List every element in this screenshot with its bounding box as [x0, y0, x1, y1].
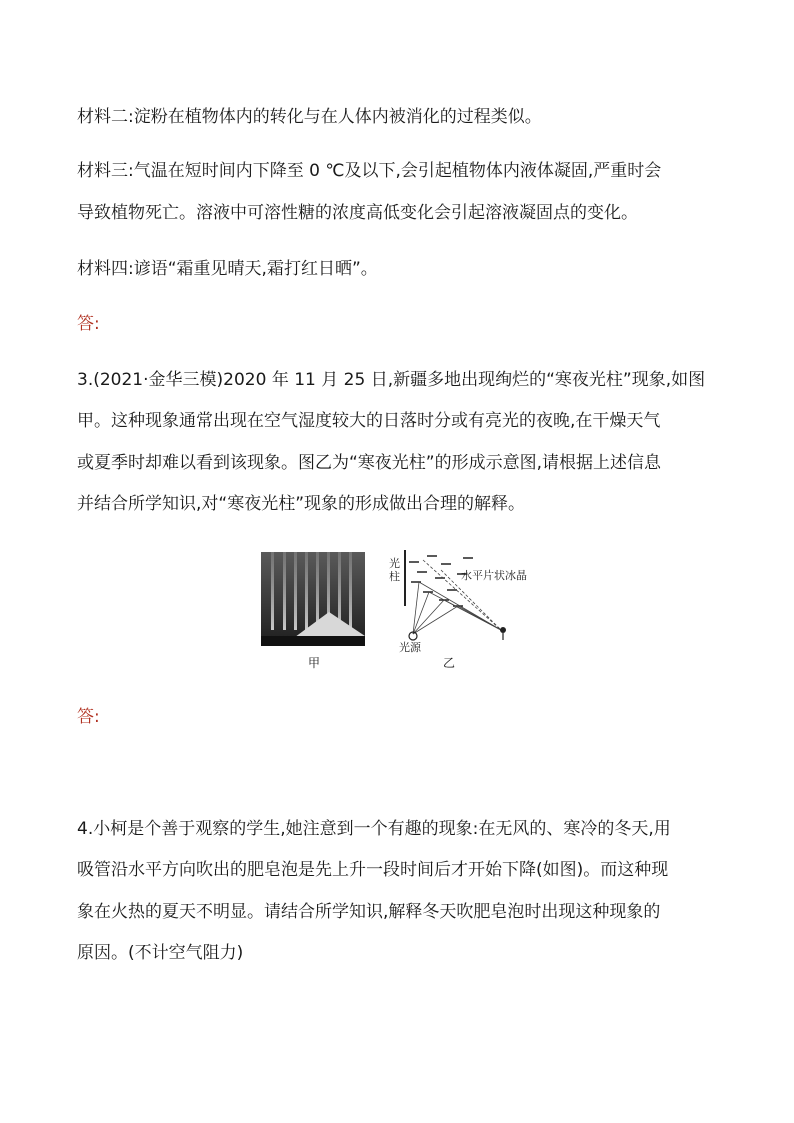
- material-3-line-1: 材料三:气温在短时间内下降至 0 ℃及以下,会引起植物体内液体凝固,严重时会: [77, 161, 662, 181]
- question-4-line-1: 4.小柯是个善于观察的学生,她注意到一个有趣的现象:在无风的、寒冷的冬天,用: [77, 819, 671, 839]
- answer-label-2: 答:: [77, 707, 100, 727]
- caption-diagram: 乙: [443, 656, 456, 670]
- material-4-text: 材料四:谚语“霜重见晴天,霜打红日晒”。: [77, 259, 378, 279]
- question-4-line-2: 吸管沿水平方向吹出的肥皂泡是先上升一段时间后才开始下降(如图)。而这种现: [77, 860, 669, 880]
- question-3-line-2: 甲。这种现象通常出现在空气湿度较大的日落时分或有亮光的夜晚,在干燥天气: [77, 411, 661, 431]
- question-4-line-3: 象在火热的夏天不明显。请结合所学知识,解释冬天吹肥皂泡时出现这种现象的: [77, 902, 661, 922]
- diagram-label-column-1: 光: [389, 557, 400, 570]
- diagram-label-light-source: 光源: [399, 641, 421, 654]
- caption-photo: 甲: [308, 656, 321, 670]
- question-4-line-4: 原因。(不计空气阻力): [77, 943, 244, 963]
- question-3-line-4: 并结合所学知识,对“寒夜光柱”现象的形成做出合理的解释。: [77, 494, 526, 514]
- diagram-label-ice-crystals: 水平片状冰晶: [461, 569, 527, 582]
- material-2-text: 材料二:淀粉在植物体内的转化与在人体内被消化的过程类似。: [77, 107, 542, 127]
- light-pillar-photo: [261, 552, 365, 646]
- light-pillar-diagram: [383, 548, 527, 658]
- material-3-line-2: 导致植物死亡。溶液中可溶性糖的浓度高低变化会引起溶液凝固点的变化。: [77, 203, 638, 223]
- answer-label-1: 答:: [77, 314, 100, 334]
- diagram-label-column-2: 柱: [389, 570, 400, 583]
- question-3-line-3: 或夏季时却难以看到该现象。图乙为“寒夜光柱”的形成示意图,请根据上述信息: [77, 453, 662, 473]
- question-3-line-1: 3.(2021·金华三模)2020 年 11 月 25 日,新疆多地出现绚烂的“寒夜光柱”现象,如图: [77, 370, 706, 390]
- light-pillar-figure: [258, 548, 528, 673]
